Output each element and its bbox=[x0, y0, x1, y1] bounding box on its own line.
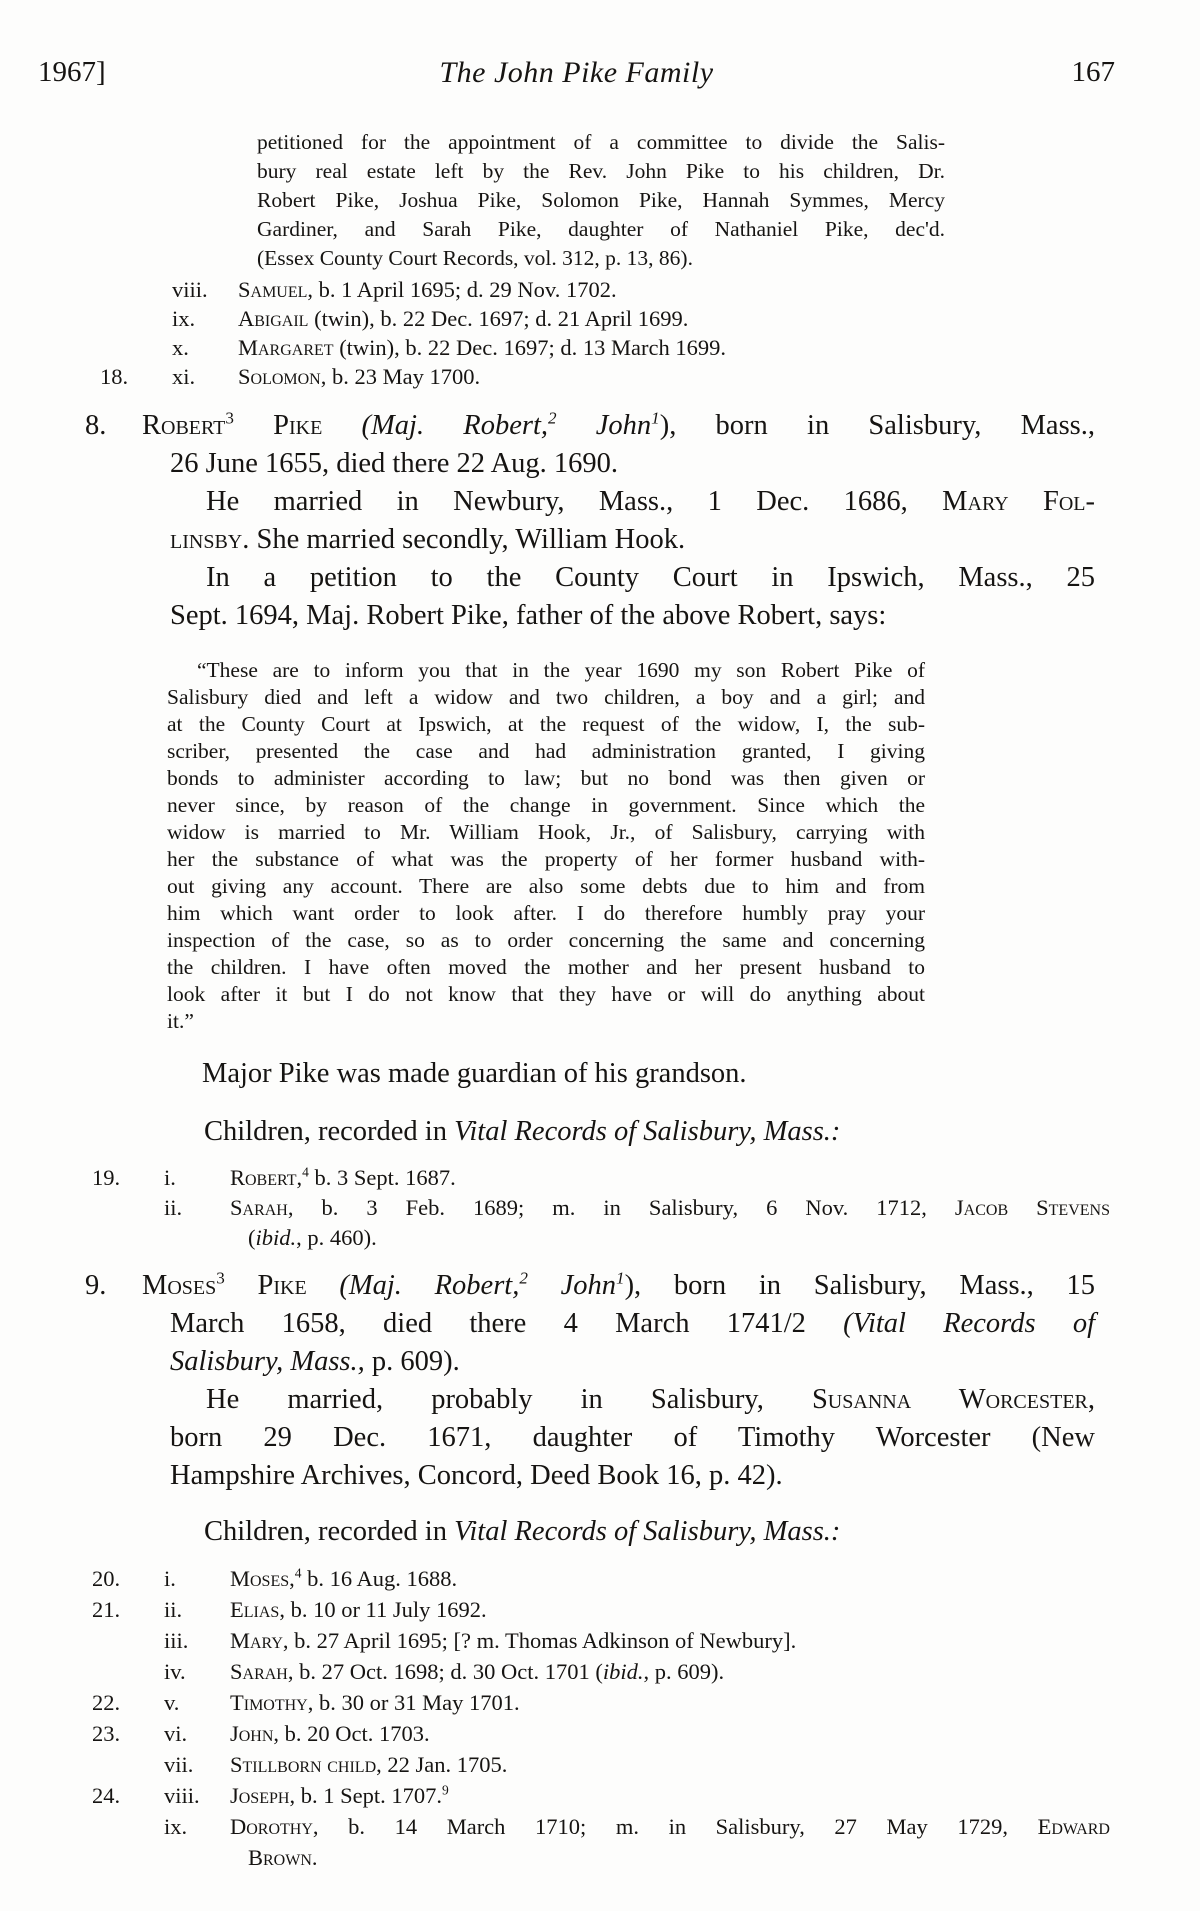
child-entry-row bbox=[100, 275, 1200, 304]
child-entry-row bbox=[92, 1563, 1200, 1594]
roman-numeral: ix. bbox=[172, 306, 196, 331]
child-entry-row bbox=[100, 333, 1200, 362]
entry-number: 23. bbox=[92, 1721, 121, 1746]
roman-numeral: i. bbox=[164, 1566, 176, 1591]
child-entry-text: Mary, b. 27 April 1695; [? m. Thomas Adkinson of Newbury]. bbox=[230, 1628, 797, 1653]
roman-numeral: iii. bbox=[164, 1628, 189, 1653]
entry-8-heading: 8. Robert$^3$ Pike (Maj. Robert,$^2$ John$^1$), born in Salisbury, Mass., 26 June 1655, died there 22 Aug. 1690. bbox=[85, 408, 1096, 479]
roman-numeral: v. bbox=[164, 1690, 180, 1715]
roman-numeral: iv. bbox=[164, 1659, 186, 1684]
child-entry-row bbox=[92, 1687, 1200, 1718]
child-entry-row bbox=[92, 1163, 1200, 1193]
intro-paragraph: petitioned for the appointment of a committee to divide the Salis- bury real estate left by the Rev. John Pike to his children, Dr. Robert Pike, Joshua Pike, Solomon Pike, Hannah Symmes, Mercy Gardiner, and Sarah Pike, daughter of Nathaniel Pike, dec'd. (Essex County Court Records, vol. 312, p. 13, 86). bbox=[257, 130, 945, 270]
petition-quote: “These are to inform you that in the year 1690 my son Robert Pike of Salisbury died and left a widow and two children, a boy and a girl; and at the County Court at Ipswich, at the request of the widow, I, the sub- scriber, presented the case and had administration granted, I giving bonds to administer according to law; but no bond was then given or never since, by reason of the change in government. Since which the widow is married to Mr. William Hook, Jr., of Salisbury, carrying with her the substance of what was the property of her former husband with- out giving any account. There are also some debts due to him and from him which want order to look after. I do therefore humbly pray your inspection of the case, so as to order concerning the same and concerning the children. I have often moved the mother and her present husband to look after it but I do not know that they have or will do anything about it.” bbox=[167, 658, 925, 1033]
entry-number: 21. bbox=[92, 1597, 121, 1622]
entry-number: 19. bbox=[92, 1165, 121, 1190]
running-head bbox=[38, 56, 1115, 94]
roman-numeral: x. bbox=[172, 335, 189, 360]
page-title: The John Pike Family bbox=[439, 56, 714, 89]
child-entry-text: Moses,$^4$ b. 16 Aug. 1688. bbox=[230, 1565, 458, 1591]
roman-numeral: viii. bbox=[164, 1783, 200, 1808]
child-entry-row bbox=[92, 1718, 1200, 1749]
child-entry-text: John, b. 20 Oct. 1703. bbox=[230, 1721, 430, 1746]
child-entry-text: Timothy, b. 30 or 31 May 1701. bbox=[230, 1690, 520, 1715]
roman-numeral: ix. bbox=[164, 1814, 188, 1839]
entry-number: 24. bbox=[92, 1783, 121, 1808]
entry-9-children-list bbox=[0, 1563, 1200, 1873]
child-entry-row bbox=[92, 1749, 1200, 1780]
child-entry-text: Samuel, b. 1 April 1695; d. 29 Nov. 1702. bbox=[238, 277, 617, 302]
child-entry-row bbox=[92, 1625, 1200, 1656]
child-entry-text: Solomon, b. 23 May 1700. bbox=[238, 364, 481, 389]
guardian-note: Major Pike was made guardian of his grandson. bbox=[202, 1058, 747, 1089]
child-entry-text: Margaret (twin), b. 22 Dec. 1697; d. 13 March 1699. bbox=[238, 335, 726, 360]
entry-8-children-list bbox=[0, 1163, 1200, 1253]
page-number: 167 bbox=[1071, 56, 1115, 88]
roman-numeral: vi. bbox=[164, 1721, 188, 1746]
child-entry-row bbox=[92, 1656, 1200, 1687]
rev-john-children-list bbox=[0, 275, 1200, 391]
child-entry-row bbox=[92, 1811, 1200, 1873]
child-entry-text: Elias, b. 10 or 11 July 1692. bbox=[230, 1597, 487, 1622]
entry-8-petition-paragraph: In a petition to the County Court in Ipswich, Mass., 25 Sept. 1694, Maj. Robert Pike, father of the above Robert, says: bbox=[170, 562, 1095, 631]
child-entry-text: Dorothy, b. 14 March 1710; m. in Salisbury, 27 May 1729, Edward Brown. bbox=[230, 1814, 1110, 1870]
entry-9-section bbox=[0, 1267, 1095, 1495]
child-entry-row bbox=[100, 362, 1200, 391]
child-entry-row bbox=[92, 1780, 1200, 1811]
children-heading-entry-8: Children, recorded in Vital Records of Salisbury, Mass.: bbox=[204, 1116, 841, 1147]
child-entry-text: Sarah, b. 3 Feb. 1689; m. in Salisbury, 6 Nov. 1712, Jacob Stevens (ibid., p. 460). bbox=[230, 1195, 1110, 1250]
entry-number: 20. bbox=[92, 1566, 121, 1591]
roman-numeral: viii. bbox=[172, 277, 208, 302]
child-entry-text: Abigail (twin), b. 22 Dec. 1697; d. 21 April 1699. bbox=[238, 306, 689, 331]
child-entry-row bbox=[92, 1594, 1200, 1625]
roman-numeral: ii. bbox=[164, 1195, 183, 1220]
entry-8-section bbox=[0, 407, 1095, 635]
roman-numeral: vii. bbox=[164, 1752, 194, 1777]
roman-numeral: i. bbox=[164, 1165, 176, 1190]
roman-numeral: xi. bbox=[172, 364, 196, 389]
child-entry-text: Sarah, b. 27 Oct. 1698; d. 30 Oct. 1701 (ibid., p. 609). bbox=[230, 1659, 725, 1684]
child-entry-row bbox=[92, 1193, 1200, 1253]
entry-number: 22. bbox=[92, 1690, 121, 1715]
entry-9-marriage-paragraph: He married, probably in Salisbury, Susanna Worcester, born 29 Dec. 1671, daughter of Timothy Worcester (New Hampshire Archives, Concord, Deed Book 16, p. 42). bbox=[170, 1384, 1095, 1491]
child-entry-text: Robert,$^4$ b. 3 Sept. 1687. bbox=[230, 1164, 456, 1190]
child-entry-text: Stillborn child, 22 Jan. 1705. bbox=[230, 1752, 508, 1777]
entry-9-heading: 9. Moses$^3$ Pike (Maj. Robert,$^2$ John$^1$), born in Salisbury, Mass., 15 March 1658, died there 4 March 1741/2 (Vital Records of Salisbury, Mass., p. 609). bbox=[85, 1268, 1096, 1377]
child-entry-text: Joseph, b. 1 Sept. 1707.$^9$ bbox=[230, 1782, 449, 1808]
child-entry-row bbox=[100, 304, 1200, 333]
children-heading-entry-9: Children, recorded in Vital Records of Salisbury, Mass.: bbox=[204, 1516, 841, 1547]
roman-numeral: ii. bbox=[164, 1597, 183, 1622]
entry-8-marriage-paragraph: He married in Newbury, Mass., 1 Dec. 1686, Mary Fol- linsby. She married secondly, William Hook. bbox=[170, 486, 1095, 555]
year-label: 1967] bbox=[38, 56, 106, 88]
entry-number: 18. bbox=[100, 364, 129, 389]
